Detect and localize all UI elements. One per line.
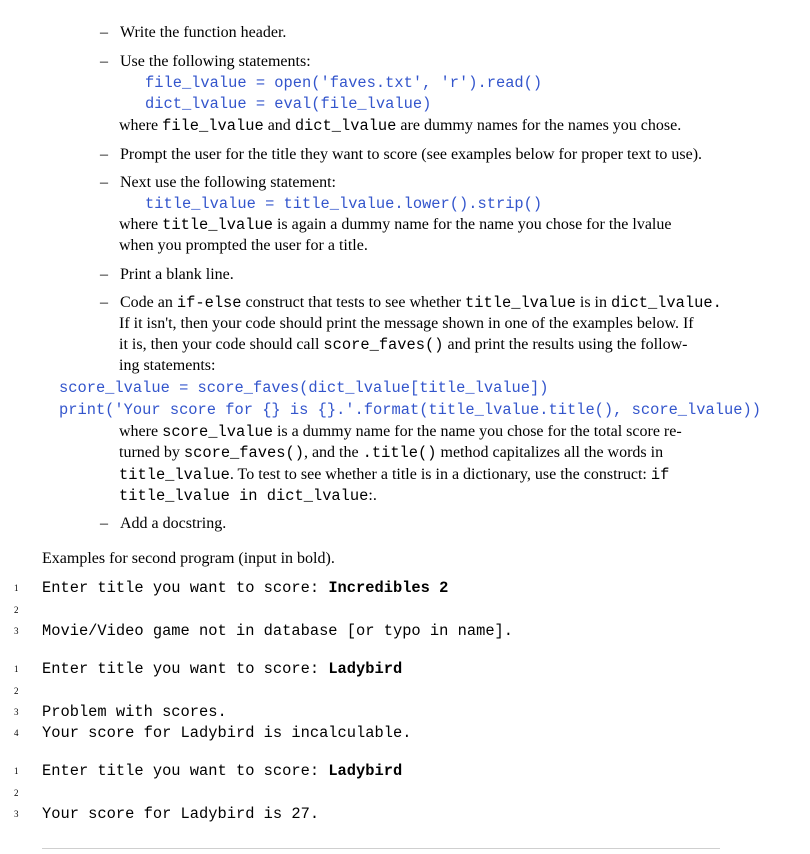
example3-prompt [42,761,402,781]
text: is a dummy name for the name you chose for the total score re- [272,423,682,440]
inline-code: score_faves() [183,444,304,462]
inline-code: dict_lvalue. [611,294,722,312]
step-text: Next use the following statement: [120,174,336,191]
inline-code: score_lvalue [162,423,273,441]
inline-code: .title() [362,444,437,462]
bullet-dash: – [100,146,108,163]
inline-code: file_lvalue [162,117,264,135]
step-blank-line [100,265,234,285]
if-else-line4: ing statements: [119,357,216,374]
code-line-title-lvalue: title_lvalue = title_lvalue.lower().strip() [145,195,543,213]
inline-code: title_lvalue [465,294,576,312]
bullet-dash: – [100,294,108,311]
bullet-dash: – [100,53,108,70]
text: where [119,423,163,440]
bullet-dash: – [100,24,108,41]
step-text: Prompt the user for the title they want to score (see examples below for proper text to use). [120,146,703,163]
text: , and the [303,444,363,461]
code-line-print-score: print('Your score for {} is {}.'.format(title_lvalue.title(), score_lvalue)) [59,401,761,419]
example1-output: Movie/Video game not in database [or typo in name]. [42,622,514,640]
text: Code an [120,294,177,311]
text: construct that tests to see whether [241,294,466,311]
line-number: 1 [14,664,19,674]
inline-code: if [650,466,670,484]
line-number: 2 [14,686,19,696]
where-title-lvalue-line2: when you prompted the user for a title. [119,237,368,254]
examples-heading: Examples for second program (input in bold). [42,550,335,567]
line-number: 1 [14,583,19,593]
text: :. [368,487,377,504]
inline-code: dict_lvalue [294,117,397,135]
step-use-statements [100,52,311,72]
example2-prompt [42,659,402,679]
where-score-line2 [119,443,663,463]
code-line-dict-lvalue: dict_lvalue = eval(file_lvalue) [145,95,432,113]
inline-code: title_lvalue in dict_lvalue [119,487,369,505]
bullet-dash: – [100,266,108,283]
user-input: Incredibles 2 [328,579,449,597]
example3-output: Your score for Ladybird is 27. [42,805,320,823]
text: is again a dummy name for the name you chose for the lvalue [272,216,672,233]
line-number: 3 [14,626,19,636]
text: it is, then your code should call [119,336,324,353]
code-line-file-lvalue: file_lvalue = open('faves.txt', 'r').read() [145,74,543,92]
if-else-line2: If it isn't, then your code should print the message shown in one of the examples below. If [119,315,694,332]
text: turned by [119,444,184,461]
line-number: 3 [14,809,19,819]
where-score-line1 [119,422,682,442]
where-score-line4 [119,486,377,506]
step-text: Add a docstring. [120,515,227,532]
text: and print the results using the follow- [443,336,688,353]
line-number: 2 [14,605,19,615]
step-text: Print a blank line. [120,266,234,283]
example2-output-line3: Problem with scores. [42,703,227,721]
line-number: 4 [14,728,19,738]
bullet-dash: – [100,515,108,532]
bullet-dash: – [100,174,108,191]
inline-code: if-else [176,294,242,312]
text: method capitalizes all the words in [436,444,664,461]
step-text: Use the following statements: [120,53,311,70]
text: . To test to see whether a title is in a dictionary, use the construct: [229,466,651,483]
inline-code: title_lvalue [119,466,230,484]
text: and [263,117,295,134]
inline-code: title_lvalue [162,216,273,234]
line-number: 1 [14,766,19,776]
prompt-text: Enter title you want to score: [42,762,329,780]
where-score-line3 [119,465,669,485]
text: is in [575,294,611,311]
line-number: 3 [14,707,19,717]
example1-prompt [42,578,448,598]
example2-output-line4: Your score for Ladybird is incalculable. [42,724,412,742]
step-docstring [100,514,226,534]
step-function-header [100,23,286,43]
step-if-else [100,293,722,313]
step-next-statement [100,173,336,193]
where-title-lvalue [119,215,671,235]
text: where [119,216,163,233]
inline-code: score_faves() [323,336,444,354]
step-prompt-user [100,145,702,165]
where-dummy-names [119,116,681,136]
user-input: Ladybird [328,762,403,780]
prompt-text: Enter title you want to score: [42,579,329,597]
text: where [119,117,163,134]
if-else-line3 [119,335,687,355]
step-text: Write the function header. [120,24,287,41]
text: are dummy names for the names you chose. [396,117,682,134]
horizontal-rule [42,848,720,849]
code-line-score-lvalue: score_lvalue = score_faves(dict_lvalue[title_lvalue]) [59,379,549,397]
line-number: 2 [14,788,19,798]
prompt-text: Enter title you want to score: [42,660,329,678]
user-input: Ladybird [328,660,403,678]
